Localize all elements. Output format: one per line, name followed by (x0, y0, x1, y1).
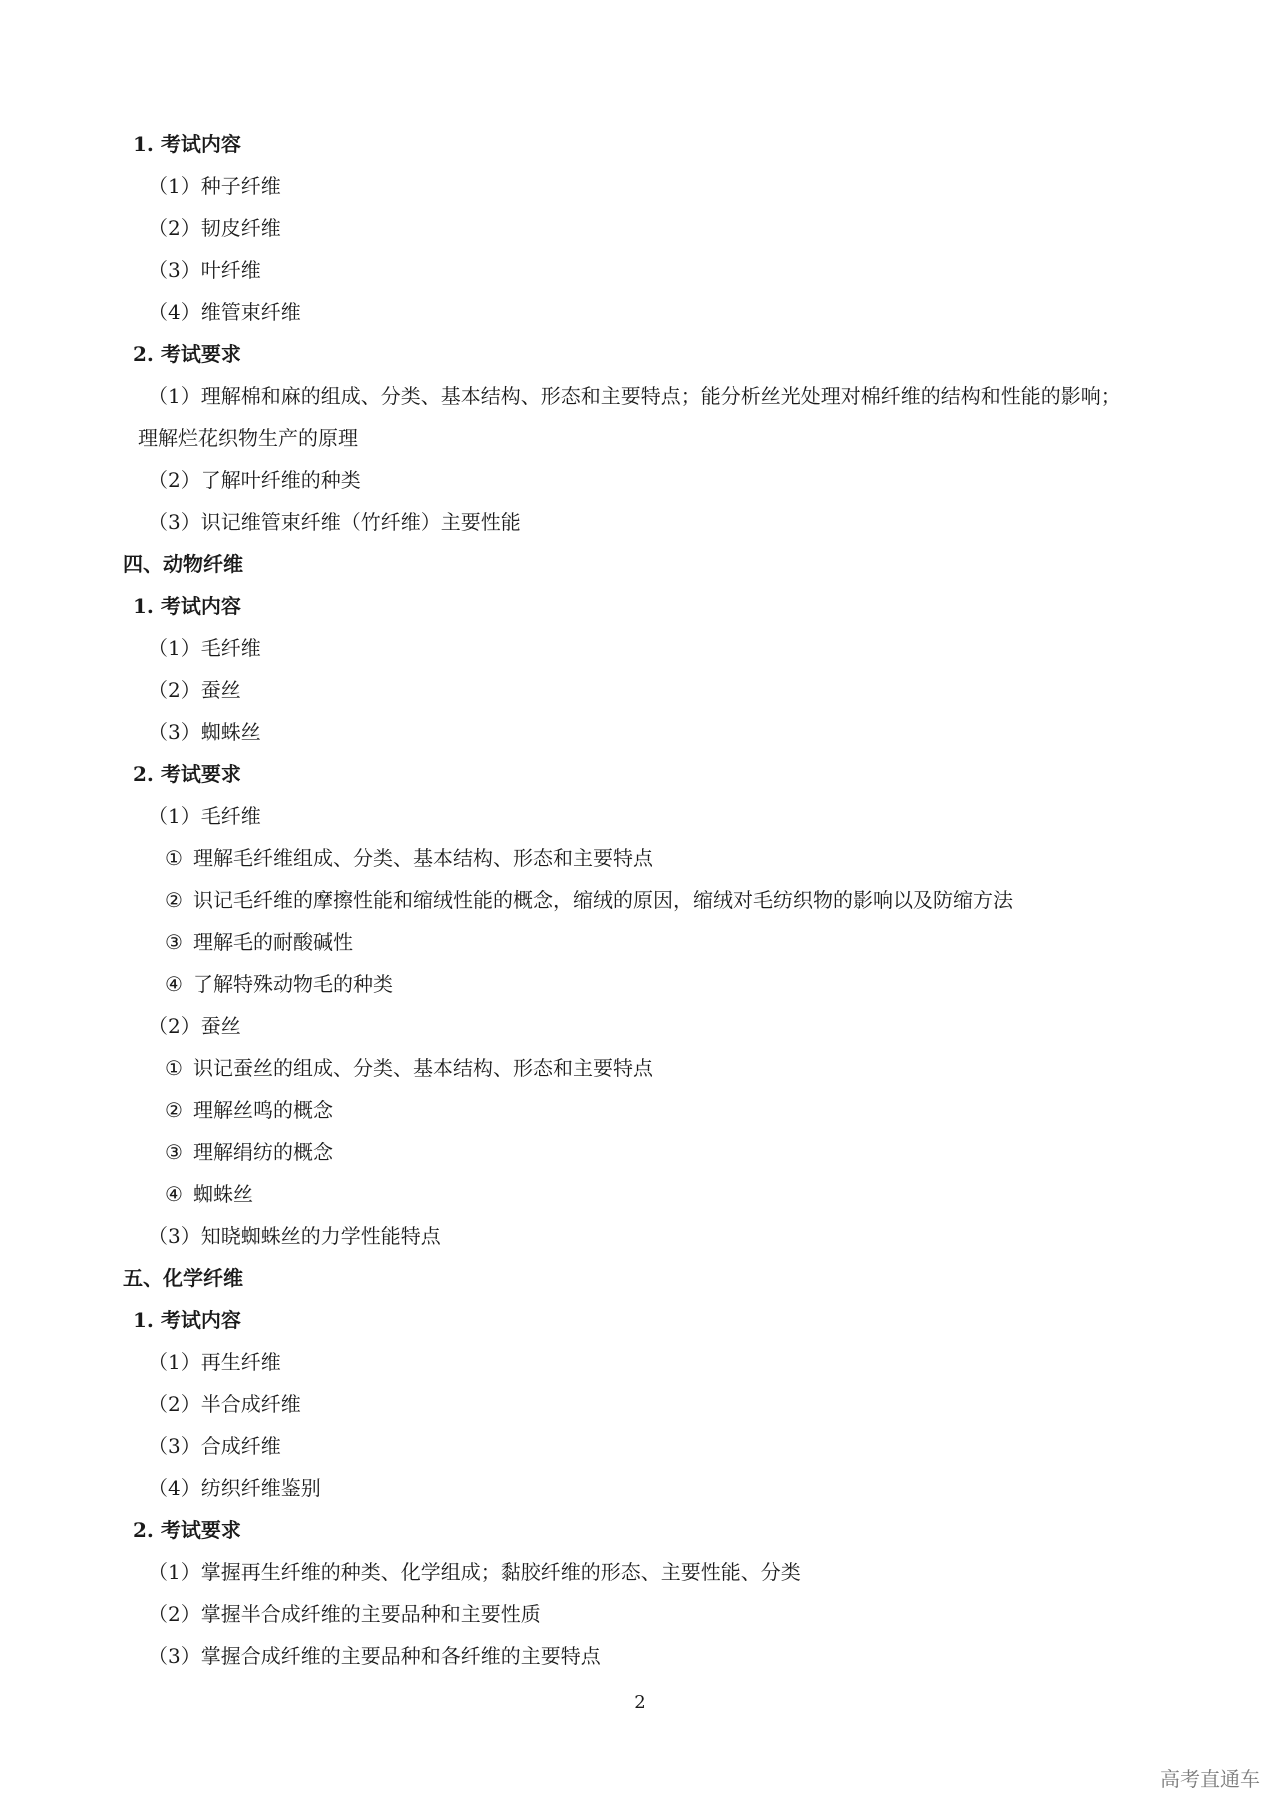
line-text: 理解毛的耐酸碱性 (193, 930, 353, 954)
line-text: 1. 考试内容 (133, 1308, 241, 1332)
list-item (148, 1014, 241, 1038)
line-text: 1. 考试内容 (133, 594, 241, 618)
circled-number-marker: ② (165, 888, 183, 912)
numbered-subitem (165, 1182, 253, 1206)
list-item (148, 300, 301, 324)
line-text: （2）蚕丝 (148, 678, 241, 702)
line-text: （2）掌握半合成纤维的主要品种和主要性质 (148, 1602, 541, 1626)
section-heading (133, 594, 241, 618)
list-item (148, 216, 281, 240)
line-text: 理解毛纤维组成、分类、基本结构、形态和主要特点 (193, 846, 653, 870)
section-heading (123, 1266, 243, 1290)
list-item (148, 258, 261, 282)
line-text: 1. 考试内容 (133, 132, 241, 156)
line-text: 理解绢纺的概念 (193, 1140, 333, 1164)
line-text: 识记毛纤维的摩擦性能和缩绒性能的概念，缩绒的原因，缩绒对毛纺织物的影响以及防缩方法 (193, 888, 1013, 912)
line-text: 四、动物纤维 (123, 552, 243, 576)
line-text: （3）蜘蛛丝 (148, 720, 261, 744)
section-heading (133, 1518, 241, 1542)
circled-number-marker: ③ (165, 930, 183, 954)
numbered-subitem (165, 846, 653, 870)
line-text: （2）了解叶纤维的种类 (148, 468, 361, 492)
list-item (148, 1560, 801, 1584)
line-text: （4）纺织纤维鉴别 (148, 1476, 321, 1500)
line-text: （3）合成纤维 (148, 1434, 281, 1458)
circled-number-marker: ② (165, 1098, 183, 1122)
circled-number-marker: ① (165, 846, 183, 870)
line-text: （1）掌握再生纤维的种类、化学组成；黏胶纤维的形态、主要性能、分类 (148, 1560, 801, 1584)
list-item (148, 636, 261, 660)
list-item (148, 468, 361, 492)
list-item (148, 1434, 281, 1458)
line-text: 蜘蛛丝 (193, 1182, 253, 1206)
line-text: （3）识记维管束纤维（竹纤维）主要性能 (148, 510, 521, 534)
numbered-subitem (165, 930, 353, 954)
list-item (148, 1224, 441, 1248)
section-heading (123, 552, 243, 576)
numbered-subitem (165, 972, 393, 996)
circled-number-marker: ③ (165, 1140, 183, 1164)
watermark-text: 高考直通车 (1160, 1767, 1260, 1791)
circled-number-marker: ④ (165, 1182, 183, 1206)
line-text: 识记蚕丝的组成、分类、基本结构、形态和主要特点 (193, 1056, 653, 1080)
line-text: 2. 考试要求 (133, 762, 241, 786)
line-text: （2）蚕丝 (148, 1014, 241, 1038)
line-text: （4）维管束纤维 (148, 300, 301, 324)
line-text: （1）种子纤维 (148, 174, 281, 198)
line-text: 2. 考试要求 (133, 342, 241, 366)
list-item (148, 1476, 321, 1500)
line-text: （1）毛纤维 (148, 804, 261, 828)
list-item (148, 1350, 281, 1374)
section-heading (133, 762, 241, 786)
line-text: （2）韧皮纤维 (148, 216, 281, 240)
line-text: （1）理解棉和麻的组成、分类、基本结构、形态和主要特点；能分析丝光处理对棉纤维的结构和性能的影响； (148, 384, 1121, 408)
line-text: 理解丝鸣的概念 (193, 1098, 333, 1122)
list-item (148, 384, 1121, 408)
list-item (138, 426, 358, 450)
list-item (148, 1644, 601, 1668)
list-item (148, 510, 521, 534)
line-text: 五、化学纤维 (123, 1266, 243, 1290)
circled-number-marker: ① (165, 1056, 183, 1080)
line-text: 2. 考试要求 (133, 1518, 241, 1542)
line-text: （1）毛纤维 (148, 636, 261, 660)
line-text: （3）知晓蜘蛛丝的力学性能特点 (148, 1224, 441, 1248)
line-text: （1）再生纤维 (148, 1350, 281, 1374)
list-item (148, 720, 261, 744)
circled-number-marker: ④ (165, 972, 183, 996)
section-heading (133, 342, 241, 366)
numbered-subitem (165, 1098, 333, 1122)
numbered-subitem (165, 888, 1013, 912)
line-text: （3）掌握合成纤维的主要品种和各纤维的主要特点 (148, 1644, 601, 1668)
line-text: 了解特殊动物毛的种类 (193, 972, 393, 996)
list-item (148, 1602, 541, 1626)
line-text: （2）半合成纤维 (148, 1392, 301, 1416)
numbered-subitem (165, 1140, 333, 1164)
page-number: 2 (634, 1692, 646, 1713)
list-item (148, 804, 261, 828)
line-text: 理解烂花织物生产的原理 (138, 426, 358, 450)
list-item (148, 174, 281, 198)
section-heading (133, 132, 241, 156)
section-heading (133, 1308, 241, 1332)
numbered-subitem (165, 1056, 653, 1080)
list-item (148, 1392, 301, 1416)
line-text: （3）叶纤维 (148, 258, 261, 282)
list-item (148, 678, 241, 702)
